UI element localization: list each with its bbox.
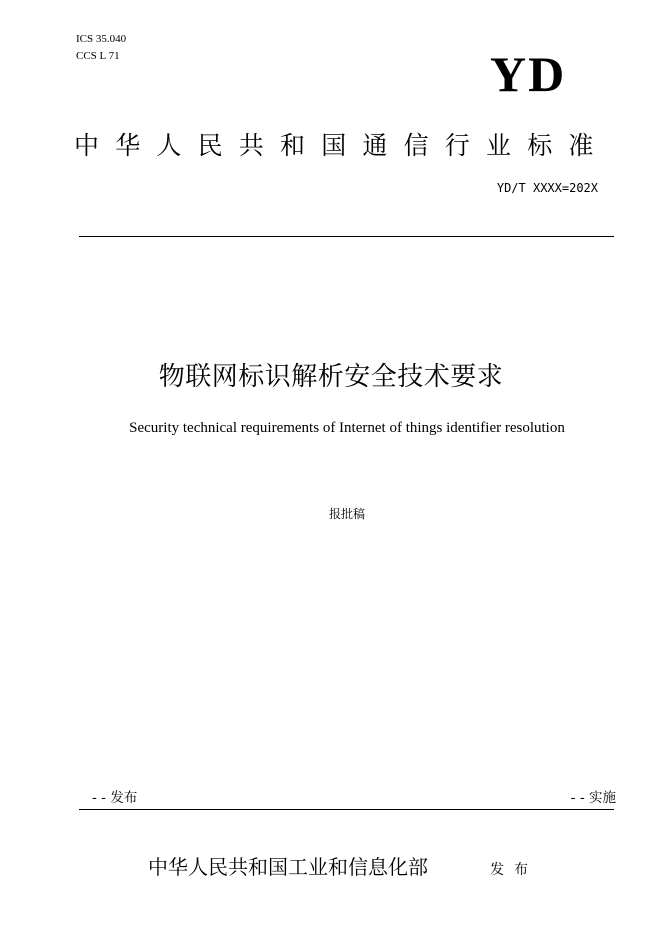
standard-number: YD/T XXXX=202X xyxy=(496,181,598,195)
publish-date: - - 发布 xyxy=(92,790,138,806)
document-title-cn: 物联网标识解析安全技术要求 xyxy=(158,362,504,392)
footer-divider xyxy=(79,809,614,810)
document-title-en: Security technical requirements of Internet of things identifier resolution xyxy=(129,420,565,436)
draft-stage-label: 报批稿 xyxy=(328,507,365,521)
industry-standard-title: 中华人民共和国通信行业标准 xyxy=(74,131,610,160)
issue-label: 发布 xyxy=(490,862,538,878)
yd-logo: YD xyxy=(490,46,567,102)
ics-code: ICS 35.040 xyxy=(76,33,127,45)
ccs-code: CCS L 71 xyxy=(76,50,120,62)
effective-date: - - 实施 xyxy=(570,790,616,806)
header-divider xyxy=(79,236,614,237)
issuing-authority: 中华人民共和国工业和信息化部 xyxy=(148,855,428,879)
